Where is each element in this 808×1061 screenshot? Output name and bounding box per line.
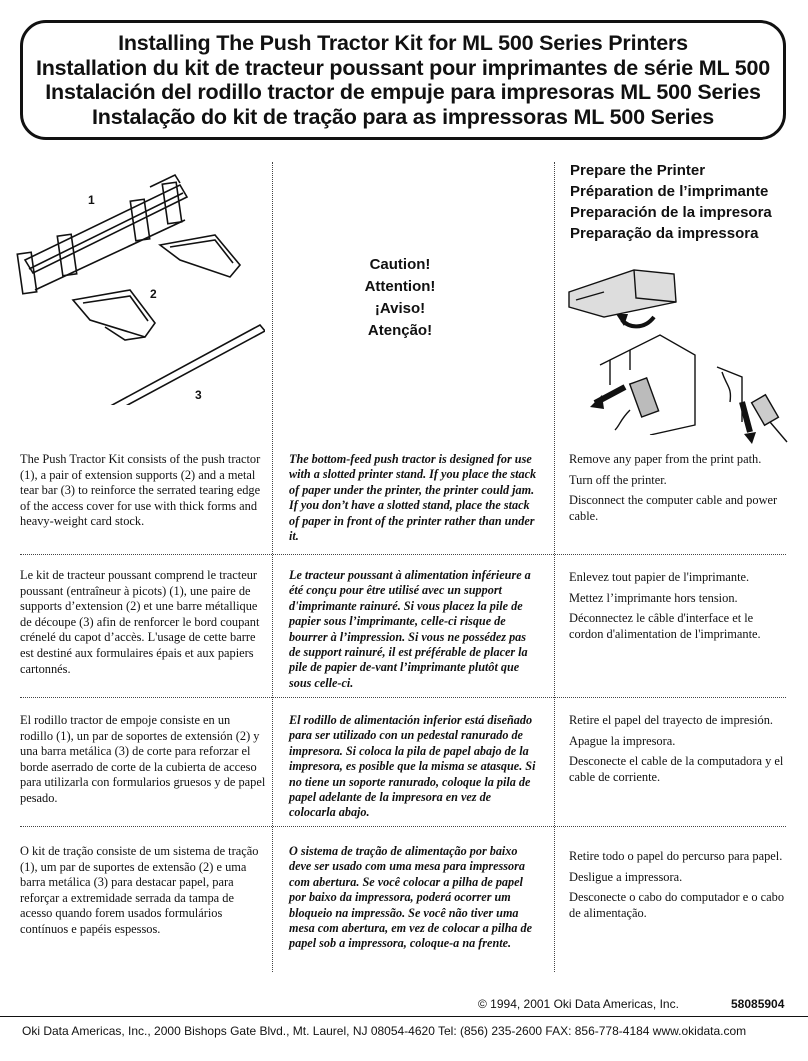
computer-cable-illustration [590,325,700,435]
col1-french: Le kit de tracteur poussant comprend le tracteur poussant (entraîneur à picots) (1), une paire de supports d’extension (2) et une barre métallique de découpe (3) afin de renforcer le bord coupant crénelé du capot d’accès. L'usage de cette barre est destiné aux formulaires épais et aux papiers cartonnés. [20,568,260,676]
footer-rule [0,1016,808,1017]
col1-portuguese: O kit de tração consiste de um sistema de tração (1), um par de suportes de extensão (2) e uma barra metálica (3) para destacar papel, para reforçar a extremidade serrada da tampa de acesso quando forem usados formulários contínuos e papéis espessos. [20,844,259,936]
col3-spanish [569,713,789,790]
row-divider-3 [20,826,786,827]
col2-french: Le tracteur poussant à alimentation inférieure a été conçu pour être utilisé avec un support d'imprimante rainuré. Si vous placez la pile de papier sous l’imprimante, celle-ci risque de bourrer à l’impression. Si vous ne possédez pas de support rainuré, il est préférable de placer la pile de papier de-vant l’imprimante plutôt que sous celle-ci. [289,568,531,690]
step-disconnect: Desconecte o cabo do computador e o cabo de alimentação. [569,890,785,920]
caution-block [330,254,470,342]
step-turn-off: Desligue a impressora. [569,869,683,884]
title-french: Installation du kit de tracteur poussant pour imprimantes de série ML 500 [35,55,771,80]
row-divider-1 [20,554,786,555]
caution-english: Caution! [369,256,431,273]
heading-portuguese: Preparação da impressora [570,225,759,242]
heading-english: Prepare the Printer [570,162,706,179]
step-remove-paper: Enlevez tout papier de l'imprimante. [569,570,750,584]
step-turn-off: Turn off the printer. [569,472,667,487]
printer-cover-illustration [564,262,684,332]
title-english: Installing The Push Tractor Kit for ML 500 Series Printers [118,31,688,55]
row-divider-2 [20,697,786,698]
step-disconnect: Desconecte el cable de la computadora y el cable de corriente. [569,754,784,784]
col3-portuguese [569,849,789,926]
caution-french: Attention! [364,278,436,295]
col1-spanish: El rodillo tractor de empoje consiste en un rodillo (1), un par de soportes de extensión (2) y una barra metálica (3) de corte para reforzar el borde aserrado de corte de la cubierta de acceso para utilizarla con formularios gruesos y de papel pesado. [20,713,266,805]
column-divider-1 [272,162,273,972]
document-number: 58085904 [731,997,785,1011]
step-turn-off: Apague la impresora. [569,733,676,748]
col2-portuguese: O sistema de tração de alimentação por baixo deve ser usado com uma mesa para impressora com abertura. Se você colocar a pilha de papel por baixo da impressora, poderá ocorrer um bloqueio na impressão. Se você não tiver uma mesa com abertura, em vez de colocar a pilha de papel sob a impressora, coloque-a na frente. [289,844,533,951]
step-remove-paper: Remove any paper from the print path. [569,452,762,466]
title-box [20,20,786,140]
column-divider-2 [554,162,555,972]
step-remove-paper: Retire todo o papel do percurso para papel. [569,849,783,863]
col3-english [569,452,789,529]
step-disconnect: Disconnect the computer cable and power cable. [569,493,778,523]
col3-french [569,570,789,647]
copyright: © 1994, 2001 Oki Data Americas, Inc. [478,997,679,1011]
heading-spanish: Preparación de la impresora [570,204,772,221]
col2-spanish: El rodillo de alimentación inferior está diseñado para ser utilizado con un pedestal ranurado de impresora. Si coloca la pila de papel abajo de la impresora, es posible que la misma se atasque. Si no tiene un soporte ranurado, coloque la pila de papel adelante de la impresora en vez de colocarla abajo. [289,713,536,820]
push-tractor-kit-illustration [15,165,265,405]
figure-label-2: 2 [150,287,157,301]
figure-label-1: 1 [88,193,95,207]
prepare-printer-headings [570,160,772,244]
caution-spanish: ¡Aviso! [374,300,426,317]
col2-english: The bottom-feed push tractor is designed for use with a slotted printer stand. If you place the stack of paper under the printer, the printer could jam. If you don’t have a slotted stand, place the stack of paper in front of the printer rather than under it. [289,452,537,544]
figure-label-3: 3 [195,388,202,402]
col1-english: The Push Tractor Kit consists of the push tractor (1), a pair of extension supports (2) and a metal tear bar (3) to reinforce the serrated tearing edge of the access cover for use with thick forms and heavy-weight card stock. [20,452,261,529]
step-disconnect: Déconnectez le câble d'interface et le cordon d'alimentation de l'imprimante. [569,611,761,641]
step-remove-paper: Retire el papel del trayecto de impresión. [569,713,774,727]
heading-french: Préparation de l’imprimante [570,183,769,200]
caution-portuguese: Atenção! [367,322,433,339]
title-portuguese: Instalação do kit de tração para as impressoras ML 500 Series [92,104,714,129]
footer-address: Oki Data Americas, Inc., 2000 Bishops Gate Blvd., Mt. Laurel, NJ 08054-4620 Tel: (856) 235-2600 FAX: 856-778-4184 www.okidata.com [22,1024,747,1038]
title-spanish: Instalación del rodillo tractor de empuje para impresoras ML 500 Series [45,80,761,104]
step-turn-off: Mettez l’imprimante hors tension. [569,590,738,605]
power-cable-illustration [712,362,792,452]
